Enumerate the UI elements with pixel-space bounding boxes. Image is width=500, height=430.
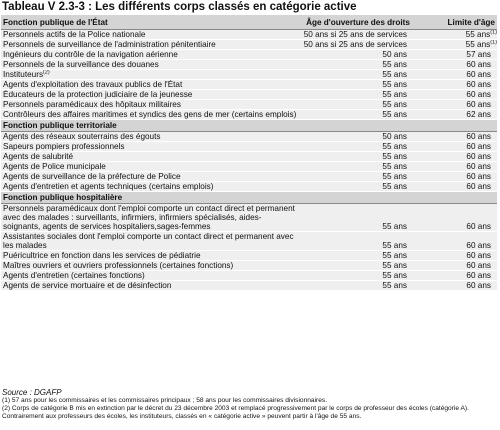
table-row [1, 172, 497, 182]
row-age: 55 ans [299, 100, 417, 110]
row-age: 50 ans si 25 ans de services [299, 30, 417, 40]
row-limit: 60 ans [417, 204, 497, 232]
row-label: Agents d'entretien et agents techniques (certains emplois) [1, 182, 299, 192]
table-row [1, 50, 497, 60]
row-age: 55 ans [299, 142, 417, 152]
section-title: Fonction publique territoriale [1, 120, 497, 132]
table-row [1, 110, 497, 120]
table-row [1, 30, 497, 40]
row-limit: 60 ans [417, 251, 497, 261]
row-label: Agents de salubrité [1, 152, 299, 162]
row-label: Contrôleurs des affaires maritimes et syndics des gens de mer (certains emplois) [1, 110, 299, 120]
row-label: Agents d'exploitation des travaux publics de l'État [1, 80, 299, 90]
row-limit: 60 ans [417, 281, 497, 291]
table-row [1, 40, 497, 50]
table-row [1, 251, 497, 261]
territorial-rows [1, 132, 497, 192]
table-title: Tableau V 2.3-3 : Les différents corps classés en catégorie active [2, 1, 357, 13]
row-age: 50 ans [299, 132, 417, 142]
row-limit: 62 ans [417, 110, 497, 120]
row-label: Sapeurs pompiers professionnels [1, 142, 299, 152]
table-row [1, 271, 497, 281]
row-limit: 60 ans [417, 132, 497, 142]
row-age: 55 ans [299, 172, 417, 182]
table-row [1, 142, 497, 152]
row-limit: 57 ans [417, 50, 497, 60]
row-age: 55 ans [299, 162, 417, 172]
footnotes [2, 388, 498, 421]
row-age: 55 ans [299, 251, 417, 261]
table-row [1, 100, 497, 110]
state-section [1, 30, 497, 120]
header-state: Fonction publique de l'État [1, 15, 299, 30]
row-label: Agents de service mortuaire et de désinfection [1, 281, 299, 291]
table-row [1, 182, 497, 192]
table-row [1, 60, 497, 70]
row-label: Personnels paramédicaux dont l'emploi comporte un contact direct et permanent avec des malades : surveillants, infirmiers, infirmiers spécialisés, aides-soignants, agents de services hospitaliers,sages-femmes [1, 204, 299, 232]
row-age: 55 ans [299, 70, 417, 80]
footnote-2: (2) Corps de catégorie B mis en extinction par le décret du 23 décembre 2003 et remplacé progressivement par le corps de professeur des écoles (catégorie A). Contrairement aux professeurs des écoles, les instituteurs, classés en « catégorie active » peuvent partir à l'âge de 55 ans. [2, 405, 469, 420]
row-limit: 60 ans [417, 90, 497, 100]
corps-table [1, 15, 497, 291]
source-note: Source : DGAFP [2, 388, 62, 397]
table-row [1, 90, 497, 100]
row-label: Assistantes sociales dont l'emploi comporte un contact direct et permanent avec les malades [1, 232, 299, 251]
row-label: Ingénieurs du contrôle de la navigation aérienne [1, 50, 299, 60]
row-age: 55 ans [299, 271, 417, 281]
hospital-section [1, 192, 497, 204]
row-label: Agents de surveillance de la préfecture de Police [1, 172, 299, 182]
header-age: Âge d'ouverture des droits [299, 15, 417, 30]
row-label: Agents d'entretien (certaines fonctions) [1, 271, 299, 281]
row-limit: 60 ans [417, 100, 497, 110]
section-header-territorial [1, 120, 497, 132]
table-row [1, 70, 497, 80]
row-age: 55 ans [299, 261, 417, 271]
territorial-section [1, 120, 497, 132]
row-limit: 60 ans [417, 182, 497, 192]
table-row [1, 281, 497, 291]
table-row [1, 232, 497, 251]
row-age: 55 ans [299, 90, 417, 100]
row-age: 50 ans [299, 50, 417, 60]
table-row [1, 162, 497, 172]
hospital-rows [1, 204, 497, 291]
row-age: 55 ans [299, 80, 417, 90]
table-row [1, 80, 497, 90]
row-limit: 60 ans [417, 152, 497, 162]
row-label: Instituteurs$^{(2)}$ [1, 70, 299, 80]
footnote-1: (1) 57 ans pour les commissaires et les commissaires principaux ; 58 ans pour les commissaires divisionnaires. [2, 397, 328, 404]
row-label: Personnels paramédicaux des hôpitaux militaires [1, 100, 299, 110]
row-age: 55 ans [299, 204, 417, 232]
row-age: 55 ans [299, 232, 417, 251]
row-limit: 60 ans [417, 162, 497, 172]
row-limit: 60 ans [417, 271, 497, 281]
row-age: 55 ans [299, 281, 417, 291]
row-label: Maîtres ouvriers et ouvriers professionnels (certaines fonctions) [1, 261, 299, 271]
row-limit: 60 ans [417, 80, 497, 90]
row-label: Puéricultrice en fonction dans les services de pédiatrie [1, 251, 299, 261]
row-age: 55 ans [299, 152, 417, 162]
table-row [1, 204, 497, 232]
row-age: 55 ans [299, 110, 417, 120]
row-limit: 60 ans [417, 142, 497, 152]
row-label: Personnels de la surveillance des douanes [1, 60, 299, 70]
row-label: Personnels actifs de la Police nationale [1, 30, 299, 40]
row-limit: 60 ans [417, 261, 497, 271]
row-limit: 60 ans [417, 60, 497, 70]
row-limit: 60 ans [417, 70, 497, 80]
row-label: Éducateurs de la protection judiciaire de la jeunesse [1, 90, 299, 100]
table-row [1, 261, 497, 271]
row-age: 55 ans [299, 182, 417, 192]
header-limit: Limite d'âge [417, 15, 497, 30]
table-row [1, 132, 497, 142]
row-label: Agents des réseaux souterrains des égouts [1, 132, 299, 142]
row-limit: 55 ans$^{(1)}$ [417, 30, 497, 40]
section-header-hospital [1, 192, 497, 204]
row-limit: 55 ans$^{(1)}$ [417, 40, 497, 50]
row-age: 50 ans si 25 ans de services [299, 40, 417, 50]
row-age: 55 ans [299, 60, 417, 70]
row-label: Personnels de surveillance de l'administration pénitentiaire [1, 40, 299, 50]
row-label: Agents de Police municipale [1, 162, 299, 172]
section-title: Fonction publique hospitalière [1, 192, 497, 204]
header-row [1, 15, 497, 30]
row-limit: 60 ans [417, 232, 497, 251]
row-limit: 60 ans [417, 172, 497, 182]
table-row [1, 152, 497, 162]
